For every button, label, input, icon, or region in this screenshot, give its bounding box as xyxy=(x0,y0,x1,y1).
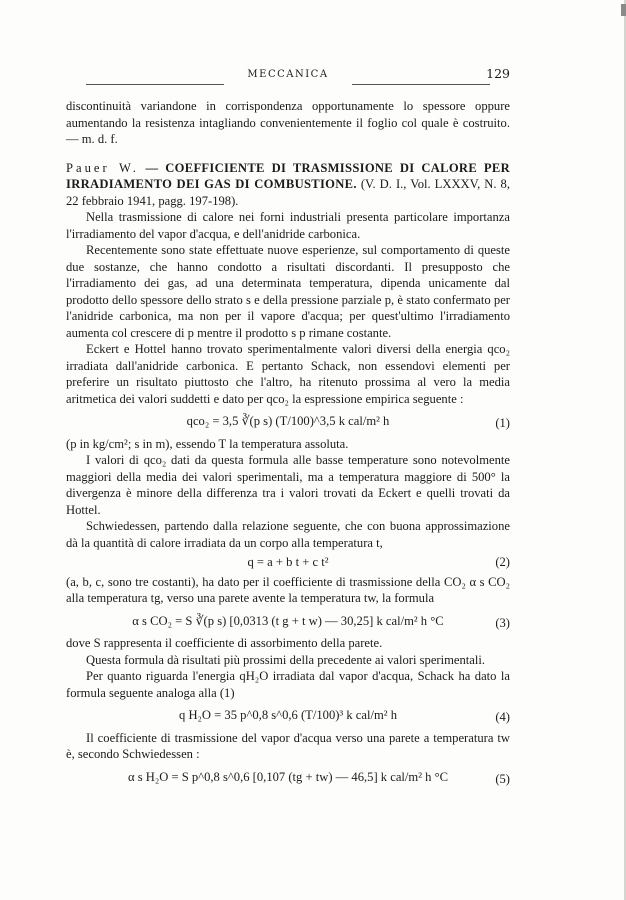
paragraph: Recentemente sono state effettuate nuove esperienze, sul comportamento di queste due sostanze, che hanno condotto a risultati discordanti. Il presupposto che l'irradiamento dei gas, ad una determinata temperatura, dipenda unicamente dal prodotto dello spessore dello strato s e della pressione parziale p, è stato confermato per l'anidride carbonica, ma non per il vapore d'acqua; per quest'ultimo l'irradiamento aumenta col crescere di p mentre il prodotto s p rimane costante. xyxy=(66,243,510,340)
equation-number: (1) xyxy=(495,416,510,430)
paragraph: Questa formula dà risultati più prossimi della precedente ai valori sperimentali. xyxy=(86,652,486,667)
paragraph: (p in kg/cm²; s in m), essendo T la temperatura assoluta. xyxy=(66,436,349,451)
paragraph: dove S rappresenta il coefficiente di assorbimento della parete. xyxy=(66,636,383,650)
equation-1 xyxy=(66,407,510,436)
paragraph: Il coefficiente di trasmissione del vapor d'acqua verso una parete a temperatura tw è, secondo Schwiedessen : xyxy=(66,730,510,761)
running-title: MECCANICA xyxy=(247,69,329,80)
equation-2 xyxy=(66,554,510,571)
article-heading xyxy=(66,160,510,210)
equation-3 xyxy=(66,607,510,636)
equation-body: α s H₂O = S p^0,8 s^0,6 [0,107 (tg + tw) — 46,5] k cal/m² h °C xyxy=(127,769,449,784)
equation-number: (5) xyxy=(495,771,510,786)
header-rule-right xyxy=(352,84,490,85)
equation-number: (3) xyxy=(495,615,510,630)
paragraph: Nella trasmissione di calore nei forni industriali presenta particolare importanza l'irradiamento del vapor d'acqua, e dell'anidride carbonica. xyxy=(66,210,510,241)
equation-4 xyxy=(66,701,510,730)
page-body xyxy=(66,98,510,791)
page-edge-mark xyxy=(621,4,626,16)
equation-body: α s CO₂ = S ∛(p s) [0,0313 (t g + t w) — 30,25] k cal/m² h °C xyxy=(132,613,444,628)
paragraph: Per quanto riguarda l'energia qH₂O irradiata dal vapor d'acqua, Schack ha dato la formula seguente analoga alla (1) xyxy=(66,669,510,700)
equation-body: qco₂ = 3,5 ∛(p s) (T/100)^3,5 k cal/m² h xyxy=(186,414,390,428)
paragraph-continuation: discontinuità variandone in corrispondenza opportunamente lo spessore oppure aumentando la resistenza intagliando convenientemente il foglio col quale è costruito. — m. d. f. xyxy=(66,99,510,146)
equation-body: q = a + b t + c t² xyxy=(247,555,329,569)
equation-body: q H₂O = 35 p^0,8 s^0,6 (T/100)³ k cal/m² h xyxy=(179,708,397,722)
paragraph: Eckert e Hottel hanno trovato sperimentalmente valori diversi della energia qco₂ irradiata dall'anidride carbonica. E pertanto Schack, non essendovi elementi per preferire un risultato piuttosto che l'altro, ha ritenuto prossima al vero la media aritmetica dei valori suddetti e dato per qco₂ la espressione empirica seguente : xyxy=(66,342,510,406)
header-rule-left xyxy=(86,84,224,85)
page-number: 129 xyxy=(486,66,510,81)
article-author: Pauer W. xyxy=(66,160,139,175)
paragraph: (a, b, c, sono tre costanti), ha dato per il coefficiente di trasmissione della CO₂ α s CO₂ alla temperatura tg, verso una parete avente la temperatura tw, la formula xyxy=(66,574,510,605)
running-header xyxy=(66,66,510,82)
article-citation: (V. D. I., Vol. LXXXV, N. 8, 22 febbraio 1941, pagg. 197-198). xyxy=(66,177,510,208)
paragraph: Schwiedessen, partendo dalla relazione seguente, che con buona approssimazione dà la quantità di calore irradiata da un corpo alla temperatura t, xyxy=(66,519,510,550)
paragraph: I valori di qco₂ dati da questa formula alle basse temperature sono notevolmente maggiori della media dei valori sperimentali, ma a temperatura maggiore di 500° la divergenza è minore della differenza tra i valori trovati da Eckert e quelli trovati da Hottel. xyxy=(66,453,510,517)
equation-number: (2) xyxy=(495,555,510,569)
equation-5 xyxy=(66,763,510,792)
equation-number: (4) xyxy=(495,710,510,724)
article-title: — COEFFICIENTE DI TRASMISSIONE DI CALORE PER IRRADIAMENTO DEI GAS DI COMBUSTIONE. xyxy=(66,160,510,191)
